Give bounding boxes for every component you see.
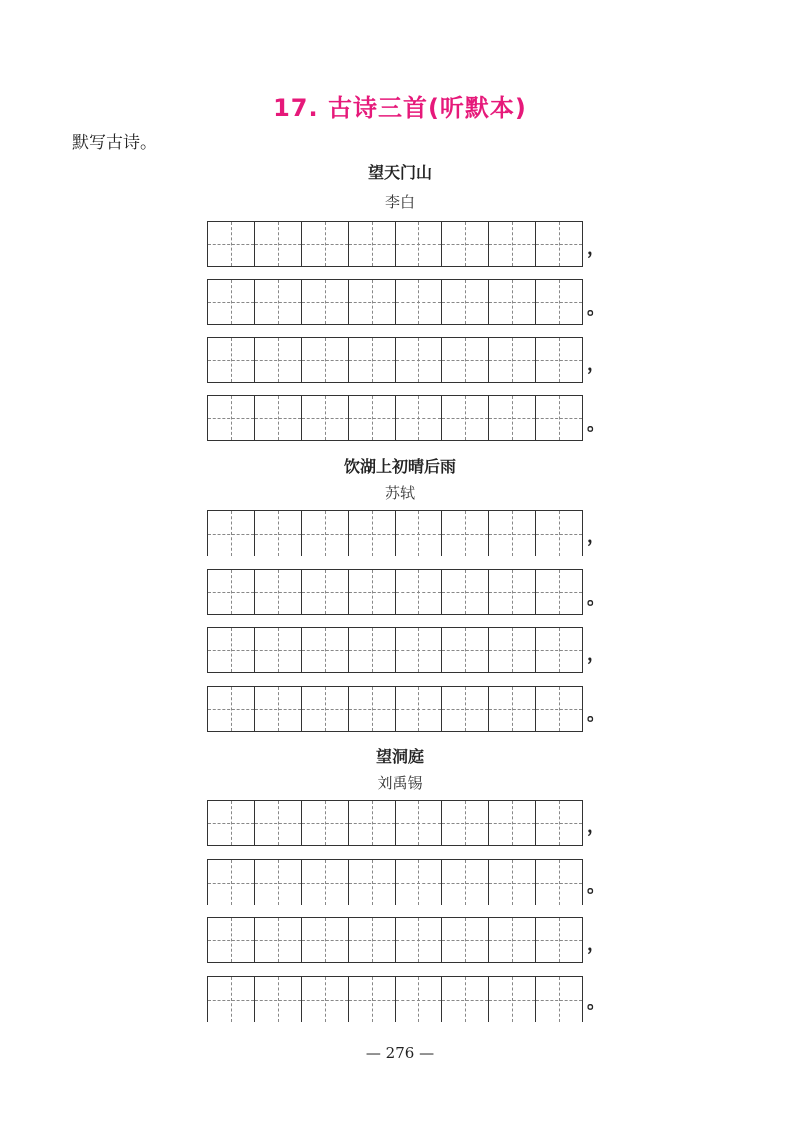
poem-author: 苏轼 [384,484,415,502]
tianzige-cell[interactable] [442,977,489,1022]
tianzige-cell[interactable] [302,222,349,266]
tianzige-cell[interactable] [396,222,443,266]
tianzige-cell[interactable] [208,222,255,266]
tianzige-cell[interactable] [536,628,582,672]
writing-grid-row[interactable] [207,917,583,963]
tianzige-cell[interactable] [536,338,582,382]
tianzige-cell[interactable] [396,977,443,1022]
tianzige-cell[interactable] [442,396,489,440]
tianzige-cell[interactable] [349,687,396,731]
line-punctuation: 。 [587,588,605,609]
writing-grid-row[interactable] [207,686,583,732]
tianzige-cell[interactable] [208,511,255,556]
tianzige-cell[interactable] [349,977,396,1022]
tianzige-cell[interactable] [302,338,349,382]
line-punctuation: ， [587,354,605,375]
instruction-text: 默写古诗。 [72,133,157,153]
tianzige-cell[interactable] [396,570,443,614]
writing-grid-row[interactable] [207,279,583,325]
tianzige-cell[interactable] [489,280,536,324]
tianzige-cell[interactable] [442,511,489,556]
tianzige-cell[interactable] [489,860,536,905]
tianzige-cell[interactable] [349,570,396,614]
tianzige-cell[interactable] [255,860,302,905]
line-punctuation: ， [587,644,605,665]
tianzige-cell[interactable] [489,338,536,382]
writing-grid-row[interactable] [207,859,583,905]
tianzige-cell[interactable] [489,511,536,556]
tianzige-cell[interactable] [349,222,396,266]
tianzige-cell[interactable] [442,570,489,614]
tianzige-cell[interactable] [396,628,443,672]
tianzige-cell[interactable] [489,396,536,440]
tianzige-cell[interactable] [255,338,302,382]
tianzige-cell[interactable] [442,338,489,382]
tianzige-cell[interactable] [536,280,582,324]
tianzige-cell[interactable] [255,280,302,324]
tianzige-cell[interactable] [349,511,396,556]
tianzige-cell[interactable] [396,338,443,382]
tianzige-cell[interactable] [208,918,255,962]
poem-title: 望天门山 [367,163,432,182]
tianzige-cell[interactable] [442,280,489,324]
tianzige-cell[interactable] [255,628,302,672]
tianzige-cell[interactable] [349,280,396,324]
tianzige-cell[interactable] [255,396,302,440]
line-punctuation: ， [587,526,605,547]
tianzige-cell[interactable] [442,801,489,845]
line-punctuation: 。 [587,704,605,725]
writing-grid-row[interactable] [207,337,583,383]
tianzige-cell[interactable] [302,570,349,614]
tianzige-cell[interactable] [536,687,582,731]
tianzige-cell[interactable] [302,977,349,1022]
poem-title: 望洞庭 [375,747,424,766]
tianzige-cell[interactable] [396,511,443,556]
tianzige-cell[interactable] [349,801,396,845]
writing-grid-row[interactable] [207,569,583,615]
poem-author: 李白 [384,193,415,211]
line-punctuation: 。 [587,992,605,1013]
tianzige-cell[interactable] [489,977,536,1022]
tianzige-cell[interactable] [208,338,255,382]
tianzige-cell[interactable] [442,918,489,962]
tianzige-cell[interactable] [349,918,396,962]
tianzige-cell[interactable] [255,570,302,614]
tianzige-cell[interactable] [396,280,443,324]
tianzige-cell[interactable] [489,801,536,845]
tianzige-cell[interactable] [489,570,536,614]
writing-grid-row[interactable] [207,510,583,556]
tianzige-cell[interactable] [442,628,489,672]
tianzige-cell[interactable] [536,511,582,556]
tianzige-cell[interactable] [396,860,443,905]
tianzige-cell[interactable] [536,977,582,1022]
tianzige-cell[interactable] [442,222,489,266]
tianzige-cell[interactable] [489,222,536,266]
tianzige-cell[interactable] [349,628,396,672]
tianzige-cell[interactable] [396,918,443,962]
tianzige-cell[interactable] [208,977,255,1022]
tianzige-cell[interactable] [255,977,302,1022]
tianzige-cell[interactable] [208,687,255,731]
tianzige-cell[interactable] [302,511,349,556]
tianzige-cell[interactable] [349,396,396,440]
tianzige-cell[interactable] [208,628,255,672]
tianzige-cell[interactable] [396,687,443,731]
tianzige-cell[interactable] [536,222,582,266]
tianzige-cell[interactable] [255,801,302,845]
tianzige-cell[interactable] [536,396,582,440]
poem-author: 刘禹锡 [377,774,423,792]
tianzige-cell[interactable] [302,801,349,845]
tianzige-cell[interactable] [442,860,489,905]
tianzige-cell[interactable] [208,570,255,614]
tianzige-cell[interactable] [302,280,349,324]
tianzige-cell[interactable] [396,801,443,845]
tianzige-cell[interactable] [442,687,489,731]
tianzige-cell[interactable] [208,860,255,905]
tianzige-cell[interactable] [349,860,396,905]
page-number: — 276 — [365,1044,435,1062]
tianzige-cell[interactable] [255,222,302,266]
tianzige-cell[interactable] [349,338,396,382]
writing-grid-row[interactable] [207,800,583,846]
writing-grid-row[interactable] [207,395,583,441]
tianzige-cell[interactable] [255,511,302,556]
tianzige-cell[interactable] [255,687,302,731]
tianzige-cell[interactable] [536,918,582,962]
poem-title: 饮湖上初晴后雨 [343,457,456,476]
tianzige-cell[interactable] [208,280,255,324]
tianzige-cell[interactable] [489,918,536,962]
page-title: 17. 古诗三首(听默本) [273,94,527,122]
tianzige-cell[interactable] [302,860,349,905]
tianzige-cell[interactable] [208,801,255,845]
tianzige-cell[interactable] [489,687,536,731]
tianzige-cell[interactable] [536,860,582,905]
line-punctuation: ， [587,238,605,259]
tianzige-cell[interactable] [302,628,349,672]
tianzige-cell[interactable] [396,396,443,440]
line-punctuation: ， [587,934,605,955]
tianzige-cell[interactable] [302,918,349,962]
line-punctuation: 。 [587,298,605,319]
line-punctuation: 。 [587,876,605,897]
line-punctuation: ， [587,816,605,837]
tianzige-cell[interactable] [489,628,536,672]
writing-grid-row[interactable] [207,221,583,267]
writing-grid-row[interactable] [207,627,583,673]
tianzige-cell[interactable] [302,396,349,440]
line-punctuation: 。 [587,414,605,435]
tianzige-cell[interactable] [536,570,582,614]
tianzige-cell[interactable] [536,801,582,845]
writing-grid-row[interactable] [207,976,583,1022]
tianzige-cell[interactable] [302,687,349,731]
tianzige-cell[interactable] [208,396,255,440]
tianzige-cell[interactable] [255,918,302,962]
